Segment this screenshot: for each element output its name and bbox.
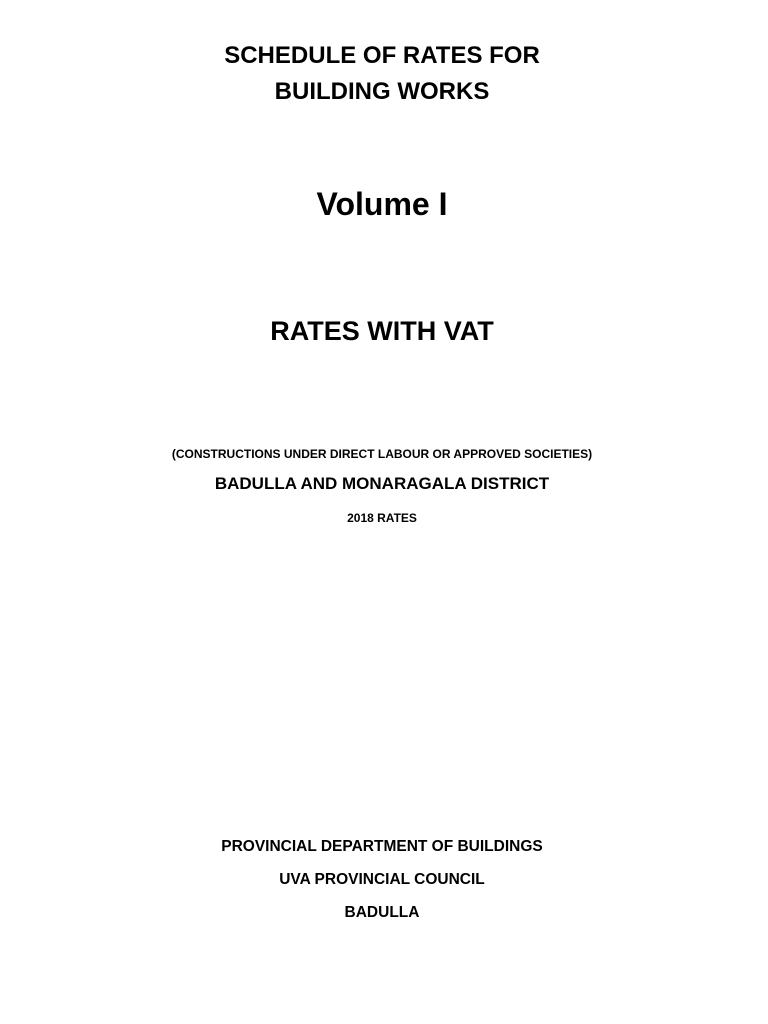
volume-heading: Volume I — [316, 186, 448, 222]
footer-town: BADULLA — [344, 904, 420, 921]
district-heading: BADULLA AND MONARAGALA DISTRICT — [214, 474, 550, 493]
document-title-line2: BUILDING WORKS — [274, 78, 490, 105]
footer-council: UVA PROVINCIAL COUNCIL — [279, 871, 485, 888]
subtitle: (CONSTRUCTIONS UNDER DIRECT LABOUR OR APPROVED SOCIETIES) — [171, 447, 593, 461]
rates-heading: RATES WITH VAT — [270, 316, 494, 346]
footer-department: PROVINCIAL DEPARTMENT OF BUILDINGS — [221, 838, 543, 855]
document-title-line1: SCHEDULE OF RATES FOR — [224, 42, 540, 69]
year-label: 2018 RATES — [347, 511, 417, 525]
